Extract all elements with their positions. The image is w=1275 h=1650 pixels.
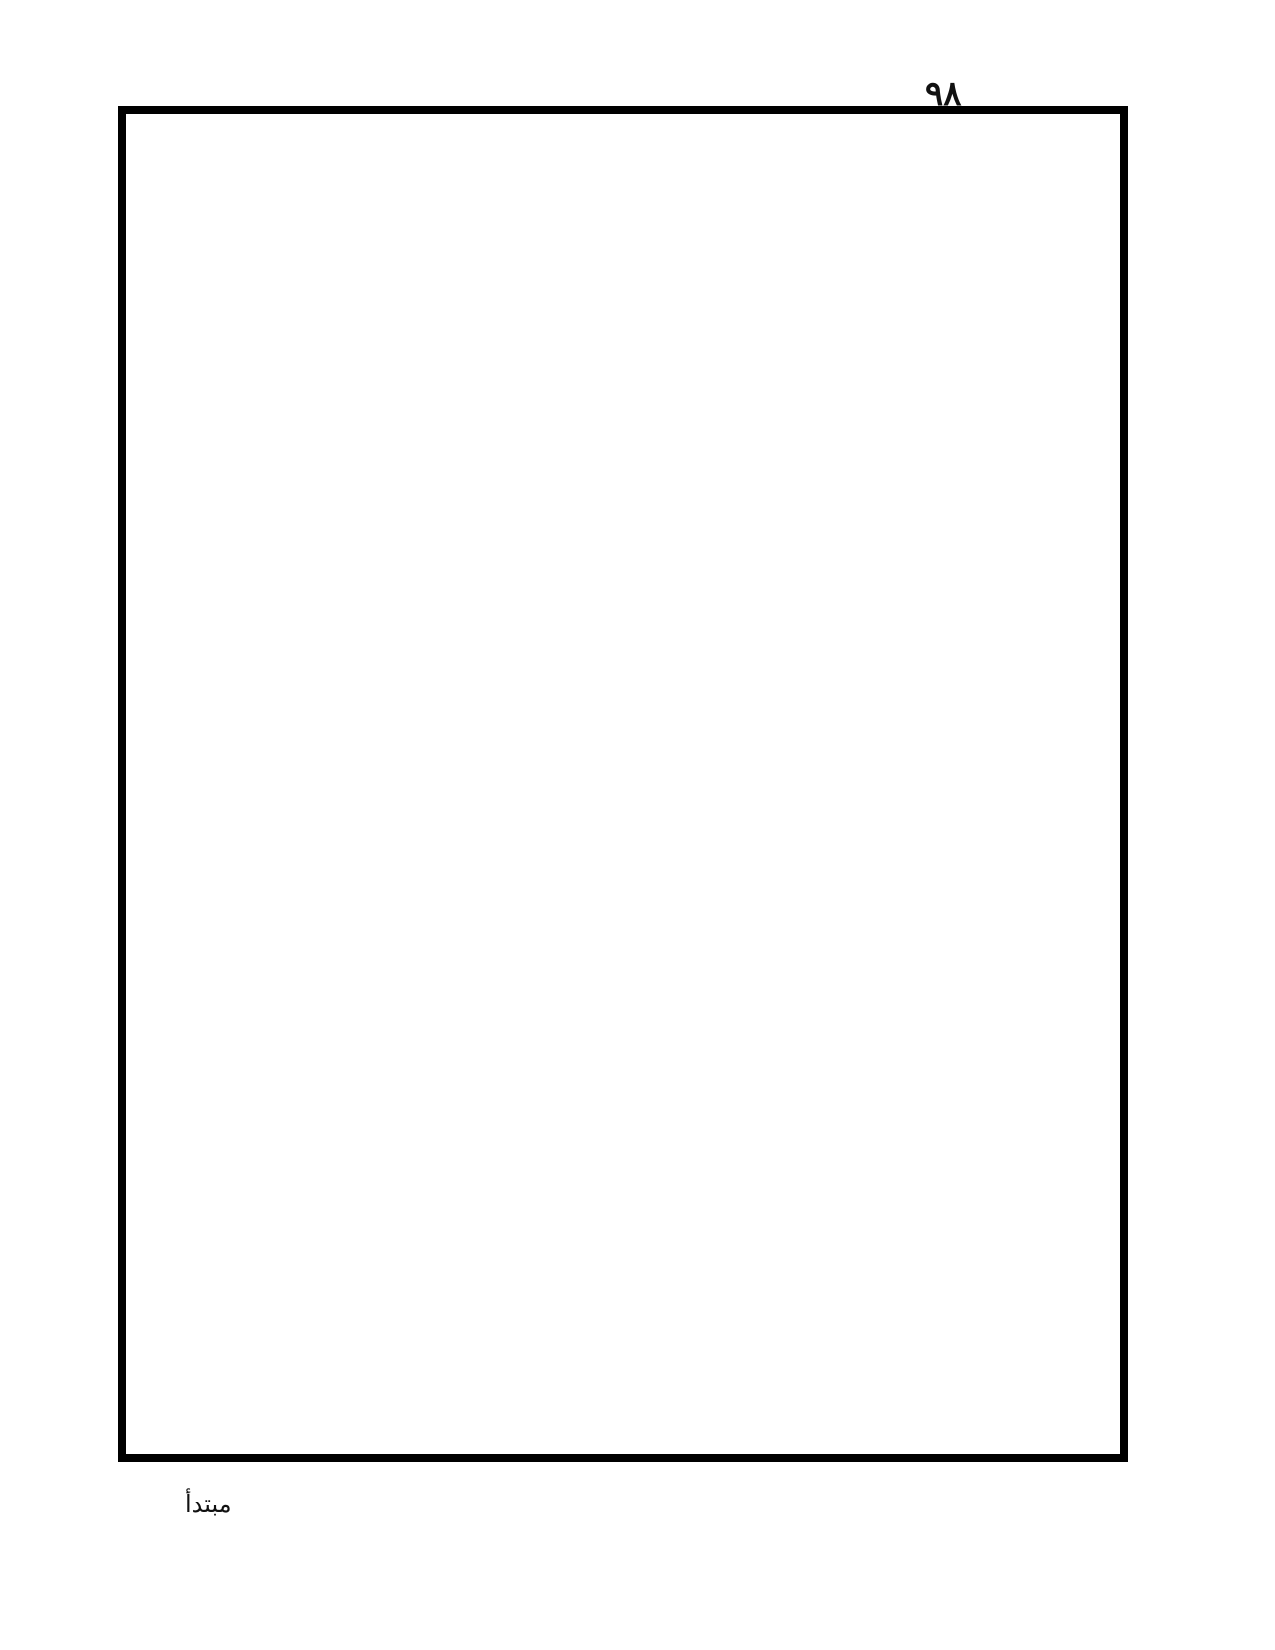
text-line	[140, 1305, 1102, 1346]
text-line	[140, 169, 1102, 210]
text-line	[140, 615, 1102, 656]
text-line	[140, 1143, 1102, 1184]
text-line	[140, 534, 1102, 575]
text-line	[140, 778, 1102, 819]
text-line	[140, 453, 1102, 494]
text-line	[140, 1386, 1102, 1427]
text-line	[140, 412, 1102, 453]
text-line	[140, 737, 1102, 778]
text-line	[140, 331, 1102, 372]
page-number: ٩٨	[925, 74, 962, 114]
text-line	[140, 290, 1102, 331]
text-line	[140, 493, 1102, 534]
text-line	[140, 940, 1102, 981]
text-line	[140, 575, 1102, 616]
text-line	[140, 1102, 1102, 1143]
text-line	[140, 1265, 1102, 1306]
text-line	[140, 696, 1102, 737]
text-line	[140, 372, 1102, 413]
text-line	[140, 1224, 1102, 1265]
text-line	[140, 656, 1102, 697]
text-line	[140, 859, 1102, 900]
text-line	[140, 250, 1102, 291]
catchword: مبتدأ	[185, 1490, 232, 1518]
text-line	[140, 128, 1102, 169]
text-line	[140, 818, 1102, 859]
text-line	[140, 1346, 1102, 1387]
text-line	[140, 1183, 1102, 1224]
text-line	[140, 209, 1102, 250]
text-line	[140, 1021, 1102, 1062]
text-line	[140, 899, 1102, 940]
text-line	[140, 980, 1102, 1021]
text-line	[140, 1062, 1102, 1103]
main-text-block	[140, 128, 1102, 1440]
